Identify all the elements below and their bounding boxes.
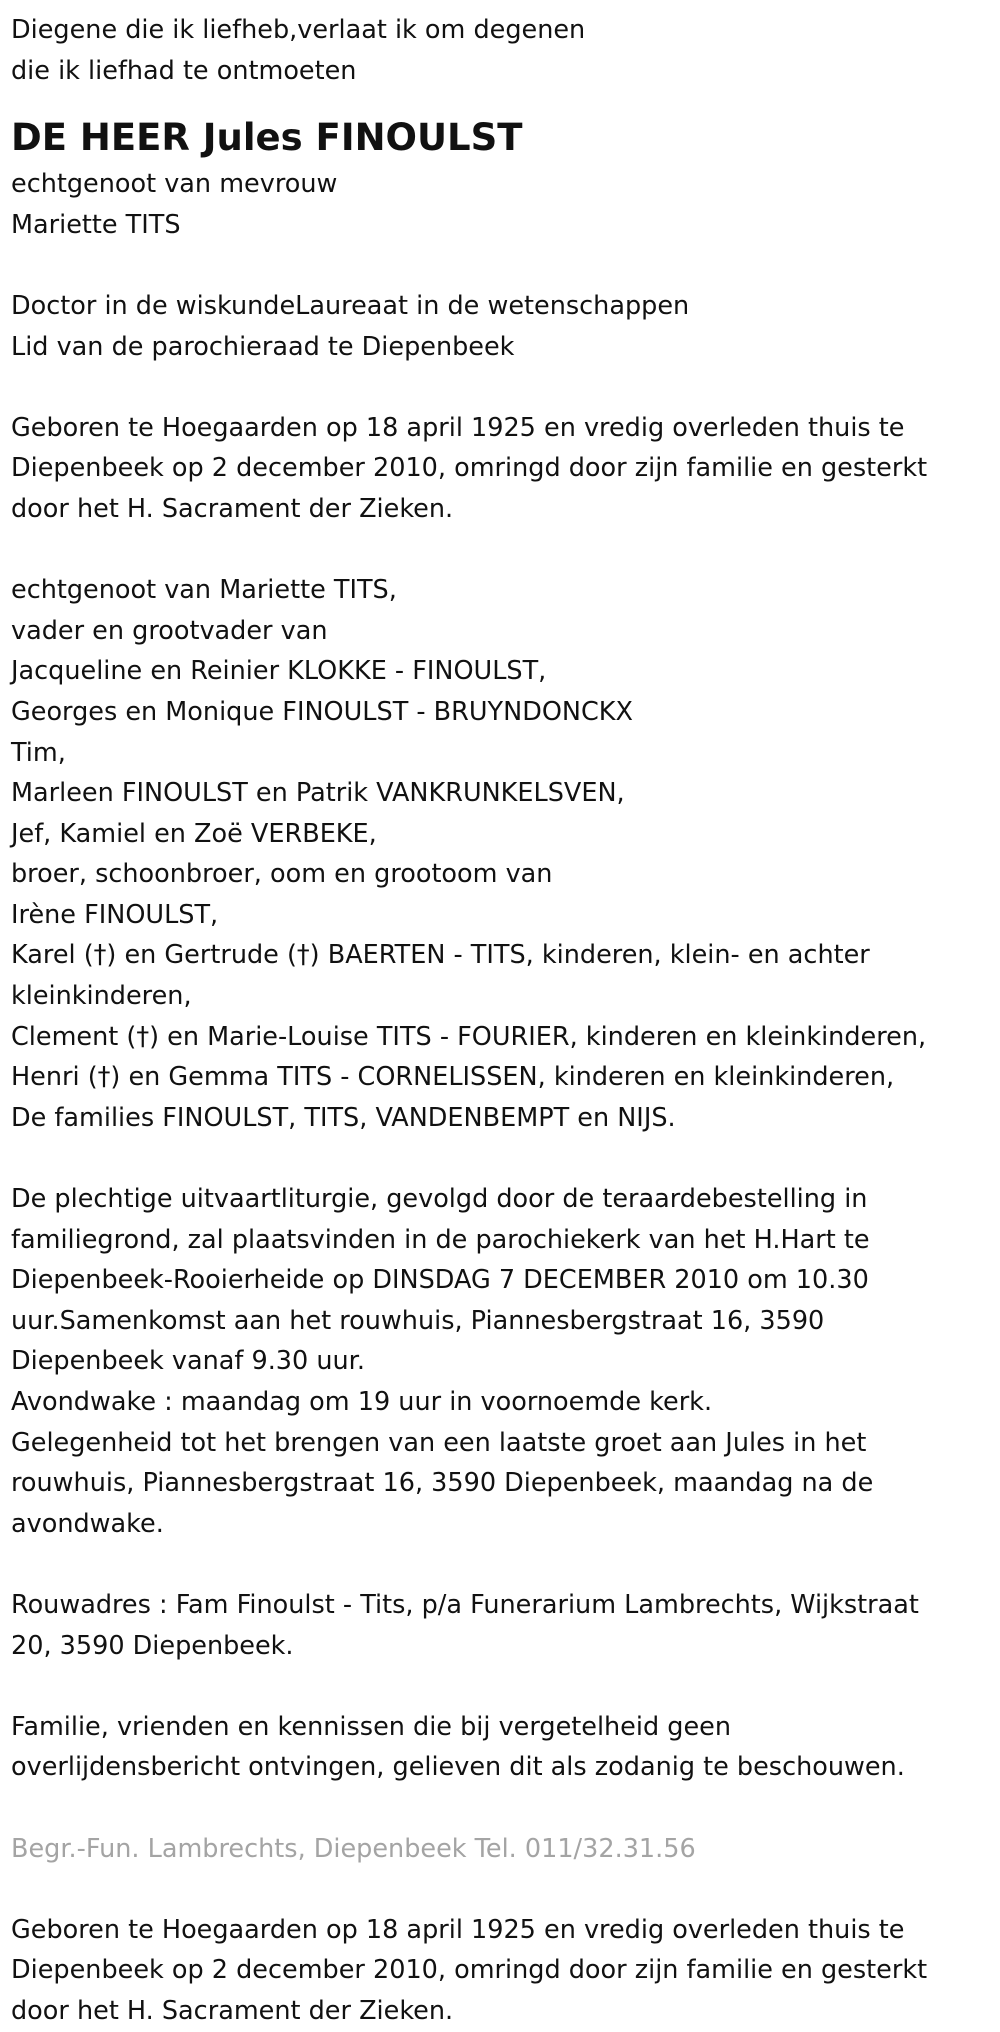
family-line: kleinkinderen, [11,981,192,1012]
family-line: De families FINOULST, TITS, VANDENBEMPT en NIJS. [11,1102,676,1133]
notice-block [11,1707,990,1788]
family-line: broer, schoonbroer, oom en grootoom van [11,859,553,890]
family-line: Georges en Monique FINOULST - BRUYNDONCKX [11,696,633,727]
spacer [11,1788,990,1829]
family-line: echtgenoot van Mariette TITS, [11,575,397,606]
notice-line: overlijdensbericht ontvingen, gelieven dit als zodanig te beschouwen. [11,1752,905,1783]
family-line: Tim, [11,737,66,768]
family-line: Jacqueline en Reinier KLOKKE - FINOULST, [11,656,547,687]
birth-death-line: Diepenbeek op 2 december 2010, omringd door zijn familie en gesterkt [11,1955,928,1986]
family-block [11,570,990,1138]
birth-death-line: Geboren te Hoegaarden op 18 april 1925 en vredig overleden thuis te [11,1914,905,1945]
spouse-block [11,164,990,245]
ceremony-line: rouwhuis, Piannesbergstraat 16, 3590 Diepenbeek, maandag na de [11,1468,874,1499]
ceremony-block [11,1179,990,1544]
spacer [11,245,990,286]
ceremony-line: avondwake. [11,1508,164,1539]
spacer [11,1869,990,1910]
motto-line: Diegene die ik liefheb,verlaat ik om degenen [11,15,586,45]
birth-death-line: Geboren te Hoegaarden op 18 april 1925 en vredig overleden thuis te [11,412,905,443]
ceremony-line: Avondwake : maandag om 19 uur in voornoemde kerk. [11,1387,713,1417]
address-block [11,1585,990,1666]
family-line: Marleen FINOULST en Patrik VANKRUNKELSVEN, [11,778,625,809]
spouse-line: Mariette TITS [11,209,181,240]
spacer [11,1544,990,1585]
family-line: Henri (†) en Gemma TITS - CORNELISSEN, kinderen en kleinkinderen, [11,1062,895,1093]
notice-line: Familie, vrienden en kennissen die bij vergetelheid geen [11,1711,731,1742]
address-line: Rouwadres : Fam Finoulst - Tits, p/a Funerarium Lambrechts, Wijkstraat [11,1589,919,1620]
motto-line: die ik liefhad te ontmoeten [11,55,357,86]
title-line: Lid van de parochieraad te Diepenbeek [11,331,515,362]
ceremony-line: Gelegenheid tot het brengen van een laatste groet aan Jules in het [11,1427,867,1458]
spacer [11,530,990,571]
spacer [11,1138,990,1179]
spacer [11,367,990,408]
title-line: Doctor in de wiskundeLaureaat in de wetenschappen [11,290,690,321]
birth-death-line: door het H. Sacrament der Zieken. [11,1995,454,2026]
spacer [11,1666,990,1707]
funeral-home-contact: Begr.-Fun. Lambrechts, Diepenbeek Tel. 011/32.31.56 [11,1833,696,1864]
ceremony-line: uur.Samenkomst aan het rouwhuis, Piannesbergstraat 16, 3590 [11,1305,825,1336]
spouse-line: echtgenoot van mevrouw [11,169,338,200]
birth-death-line: door het H. Sacrament der Zieken. [11,493,454,524]
family-line: Clement (†) en Marie-Louise TITS - FOURIER, kinderen en kleinkinderen, [11,1021,927,1052]
ceremony-line: Diepenbeek vanaf 9.30 uur. [11,1346,365,1377]
ceremony-line: Diepenbeek-Rooierheide op DINSDAG 7 DECEMBER 2010 om 10.30 [11,1265,869,1296]
deceased-name: DE HEER Jules FINOULST [11,116,523,160]
family-line: Karel (†) en Gertrude (†) BAERTEN - TITS, kinderen, klein- en achter [11,940,870,971]
birth-death-line: Diepenbeek op 2 december 2010, omringd door zijn familie en gesterkt [11,453,928,484]
address-line: 20, 3590 Diepenbeek. [11,1630,294,1661]
birth-death-repeat-block [11,1910,990,2032]
ceremony-line: familiegrond, zal plaatsvinden in de parochiekerk van het H.Hart te [11,1224,870,1255]
titles-block [11,286,990,367]
ceremony-line: De plechtige uitvaartliturgie, gevolgd door de teraardebestelling in [11,1184,868,1215]
family-line: Irène FINOULST, [11,899,219,930]
motto-block [11,10,990,91]
birth-death-block [11,408,990,530]
family-line: vader en grootvader van [11,615,328,646]
family-line: Jef, Kamiel en Zoë VERBEKE, [11,818,377,849]
